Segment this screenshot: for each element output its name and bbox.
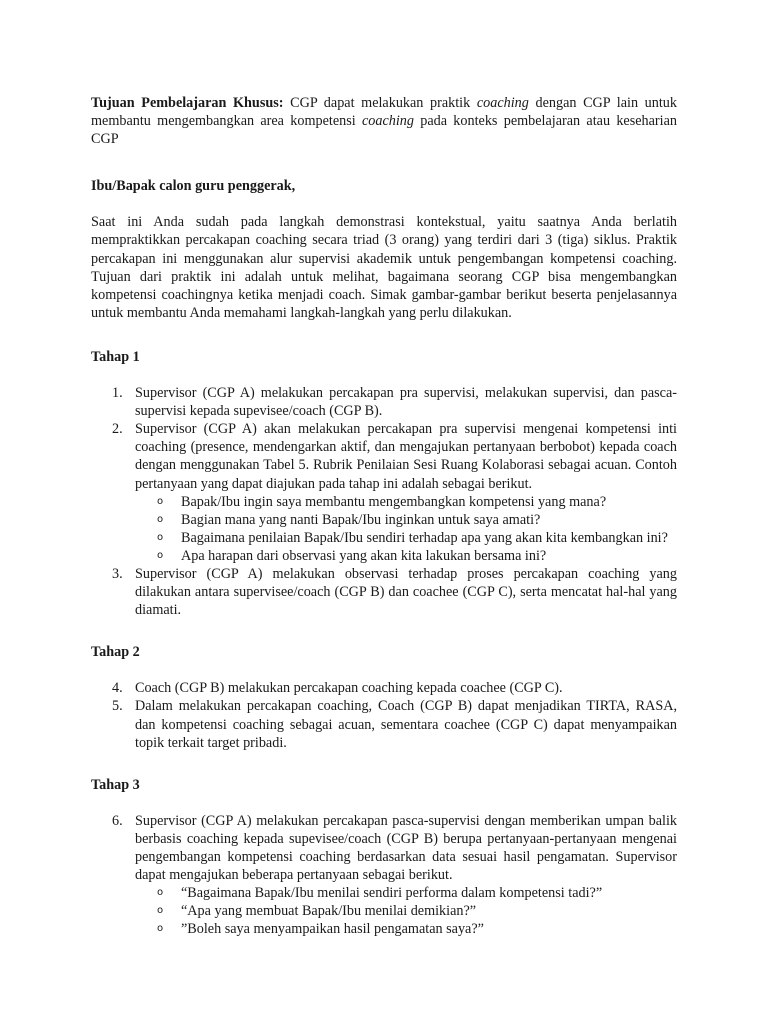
- question-text: “Apa yang membuat Bapak/Ibu menilai demikian?”: [181, 903, 477, 920]
- bullet-icon: o: [157, 887, 164, 899]
- question-text: Bagian mana yang nanti Bapak/Ibu inginkan untuk saya amati?: [181, 511, 541, 528]
- step-number: 1.: [112, 385, 123, 402]
- bullet-icon: o: [157, 495, 164, 507]
- question-text: Bagaimana penilaian Bapak/Ibu sendiri terhadap apa yang akan kita kembangkan ini?: [181, 529, 668, 546]
- body-paragraph: Saat ini Anda sudah pada langkah demonstrasi kontekstual, yaitu saatnya Anda berlatih mempraktikkan percakapan coaching secara triad (3 orang) yang terdiri dari 3 (tiga) siklus. Praktik percakapan ini menggunakan alur supervisi akademik untuk pengembangan kompetensi coaching. Tujuan dari praktik ini adalah untuk melihat, bagaimana seorang CGP bisa mengembangkan kompetensi coachingnya ketika menjadi coach. Simak gambar-gambar berikut beserta penjelasannya untuk membantu Anda memahami langkah-langkah yang perlu dilakukan.: [91, 214, 677, 321]
- step-text: Supervisor (CGP A) melakukan percakapan pasca-supervisi dengan memberikan umpan balik berbasis coaching kepada supevisee/coach (CGP B) berupa pertanyaan-pertanyaan mengenai pengembangan kompetensi coaching berdasarkan data sesuai hasil pengamatan. Supervisor dapat mengajukan beberapa pertanyaan sebagai berikut.: [135, 812, 677, 884]
- learning-objective-text: CGP dapat melakukan praktik: [283, 95, 477, 111]
- question-text: “Bagaimana Bapak/Ibu menilai sendiri performa dalam kompetensi tadi?”: [181, 885, 603, 902]
- step-item: [91, 565, 677, 619]
- stage-3: [91, 776, 677, 939]
- step-number: 3.: [112, 565, 123, 582]
- step-text: Supervisor (CGP A) akan melakukan percakapan pra supervisi mengenai kompetensi inti coaching (presence, mendengarkan aktif, dan mengajukan pertanyaan berbobot) kepada coach dengan menggunakan Tabel 5. Rubrik Penilaian Sesi Ruang Kolaborasi sebagai acuan. Contoh pertanyaan yang dapat diajukan pada tahap ini adalah sebagai berikut.: [135, 421, 677, 492]
- bullet-icon: o: [157, 531, 164, 543]
- bullet-icon: o: [157, 549, 164, 561]
- question-list: [135, 493, 677, 565]
- learning-objective-text: pada konteks pembelajaran atau keseharian CGP: [91, 113, 677, 148]
- question-item: [135, 529, 677, 547]
- step-text: Supervisor (CGP A) melakukan observasi terhadap proses percakapan coaching yang dilakukan antara supervisee/coach (CGP B) dan coachee (CGP C), serta mencatat hal-hal yang diamati.: [135, 565, 677, 619]
- question-text: Apa harapan dari observasi yang akan kita lakukan bersama ini?: [181, 547, 547, 564]
- step-item: [91, 812, 677, 939]
- question-text: ”Boleh saya menyampaikan hasil pengamatan saya?”: [181, 921, 484, 938]
- step-list: [91, 679, 677, 751]
- step-list: [91, 812, 677, 939]
- question-item: [135, 547, 677, 565]
- step-item: [91, 384, 677, 420]
- question-item: [135, 511, 677, 529]
- stage-1: [91, 348, 677, 619]
- step-item: [91, 679, 677, 697]
- question-item: [135, 884, 677, 902]
- bullet-icon: o: [157, 905, 164, 917]
- question-list: [135, 884, 677, 938]
- step-number: 2.: [112, 421, 123, 438]
- bullet-icon: o: [157, 923, 164, 935]
- step-number: 6.: [112, 812, 123, 829]
- step-text: Supervisor (CGP A) melakukan percakapan pra supervisi, melakukan supervisi, dan pasca-supervisi kepada supevisee/coach (CGP B).: [135, 385, 677, 420]
- learning-objective-label: Tujuan Pembelajaran Khusus:: [91, 95, 284, 111]
- stage-heading: Tahap 2: [91, 644, 140, 661]
- step-item: [91, 697, 677, 751]
- step-number: 4.: [112, 680, 123, 697]
- step-list: [91, 384, 677, 619]
- question-text: Bapak/Ibu ingin saya membantu mengembangkan kompetensi yang mana?: [181, 493, 607, 510]
- coaching-term: coaching: [476, 95, 529, 111]
- learning-objective-text: dengan CGP lain untuk membantu mengembangkan area kompetensi: [91, 95, 677, 130]
- question-item: [135, 902, 677, 920]
- stage-2: [91, 643, 677, 751]
- bullet-icon: o: [157, 513, 164, 525]
- step-text: Dalam melakukan percakapan coaching, Coach (CGP B) dapat menjadikan TIRTA, RASA, dan kompetensi coaching sebagai acuan, sementara coachee (CGP C) dapat menyampaikan topik terkait target pribadi.: [135, 698, 677, 751]
- coaching-term: coaching: [361, 113, 414, 130]
- step-item: [91, 420, 677, 565]
- learning-objective-paragraph: [91, 94, 677, 148]
- stage-heading: Tahap 3: [91, 776, 140, 793]
- question-item: [135, 920, 677, 938]
- question-item: [135, 493, 677, 511]
- greeting: Ibu/Bapak calon guru penggerak,: [91, 178, 296, 195]
- step-number: 5.: [112, 698, 123, 715]
- stage-heading: Tahap 1: [91, 348, 140, 365]
- step-text: Coach (CGP B) melakukan percakapan coaching kepada coachee (CGP C).: [135, 680, 563, 697]
